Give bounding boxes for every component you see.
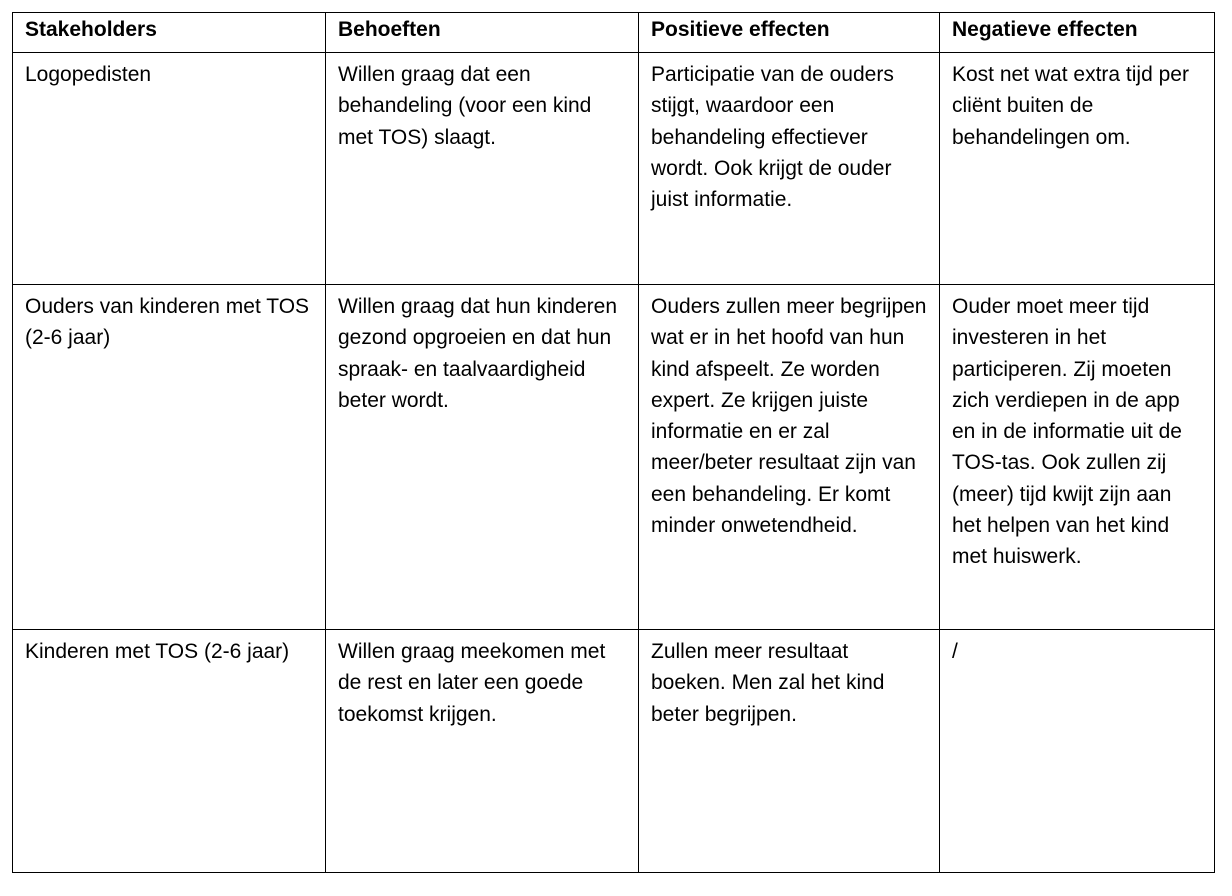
table-row bbox=[13, 285, 1215, 630]
header-behoeften: Behoeften bbox=[326, 13, 639, 53]
cell-positieve-effecten: Ouders zullen meer begrijpen wat er in het hoofd van hun kind afspeelt. Ze worden expert. Ze krijgen juiste informatie en er zal meer/beter resultaat zijn van een behandeling. Er komt minder onwetendheid. bbox=[639, 285, 940, 630]
stakeholder-table bbox=[12, 12, 1215, 873]
cell-behoeften: Willen graag dat hun kinderen gezond opgroeien en dat hun spraak- en taalvaardigheid beter wordt. bbox=[326, 285, 639, 630]
cell-negatieve-effecten: Kost net wat extra tijd per cliënt buiten de behandelingen om. bbox=[940, 53, 1215, 285]
header-stakeholders: Stakeholders bbox=[13, 13, 326, 53]
table-row bbox=[13, 53, 1215, 285]
cell-behoeften: Willen graag meekomen met de rest en later een goede toekomst krijgen. bbox=[326, 630, 639, 873]
table-header-row bbox=[13, 13, 1215, 53]
cell-stakeholder: Logopedisten bbox=[13, 53, 326, 285]
cell-negatieve-effecten: / bbox=[940, 630, 1215, 873]
cell-behoeften: Willen graag dat een behandeling (voor een kind met TOS) slaagt. bbox=[326, 53, 639, 285]
table-row bbox=[13, 630, 1215, 873]
cell-stakeholder: Ouders van kinderen met TOS (2-6 jaar) bbox=[13, 285, 326, 630]
cell-negatieve-effecten: Ouder moet meer tijd investeren in het participeren. Zij moeten zich verdiepen in de app en in de informatie uit de TOS-tas. Ook zullen zij (meer) tijd kwijt zijn aan het helpen van het kind met huiswerk. bbox=[940, 285, 1215, 630]
cell-stakeholder: Kinderen met TOS (2-6 jaar) bbox=[13, 630, 326, 873]
header-positieve-effecten: Positieve effecten bbox=[639, 13, 940, 53]
cell-positieve-effecten: Participatie van de ouders stijgt, waardoor een behandeling effectiever wordt. Ook krijgt de ouder juist informatie. bbox=[639, 53, 940, 285]
header-negatieve-effecten: Negatieve effecten bbox=[940, 13, 1215, 53]
cell-positieve-effecten: Zullen meer resultaat boeken. Men zal het kind beter begrijpen. bbox=[639, 630, 940, 873]
